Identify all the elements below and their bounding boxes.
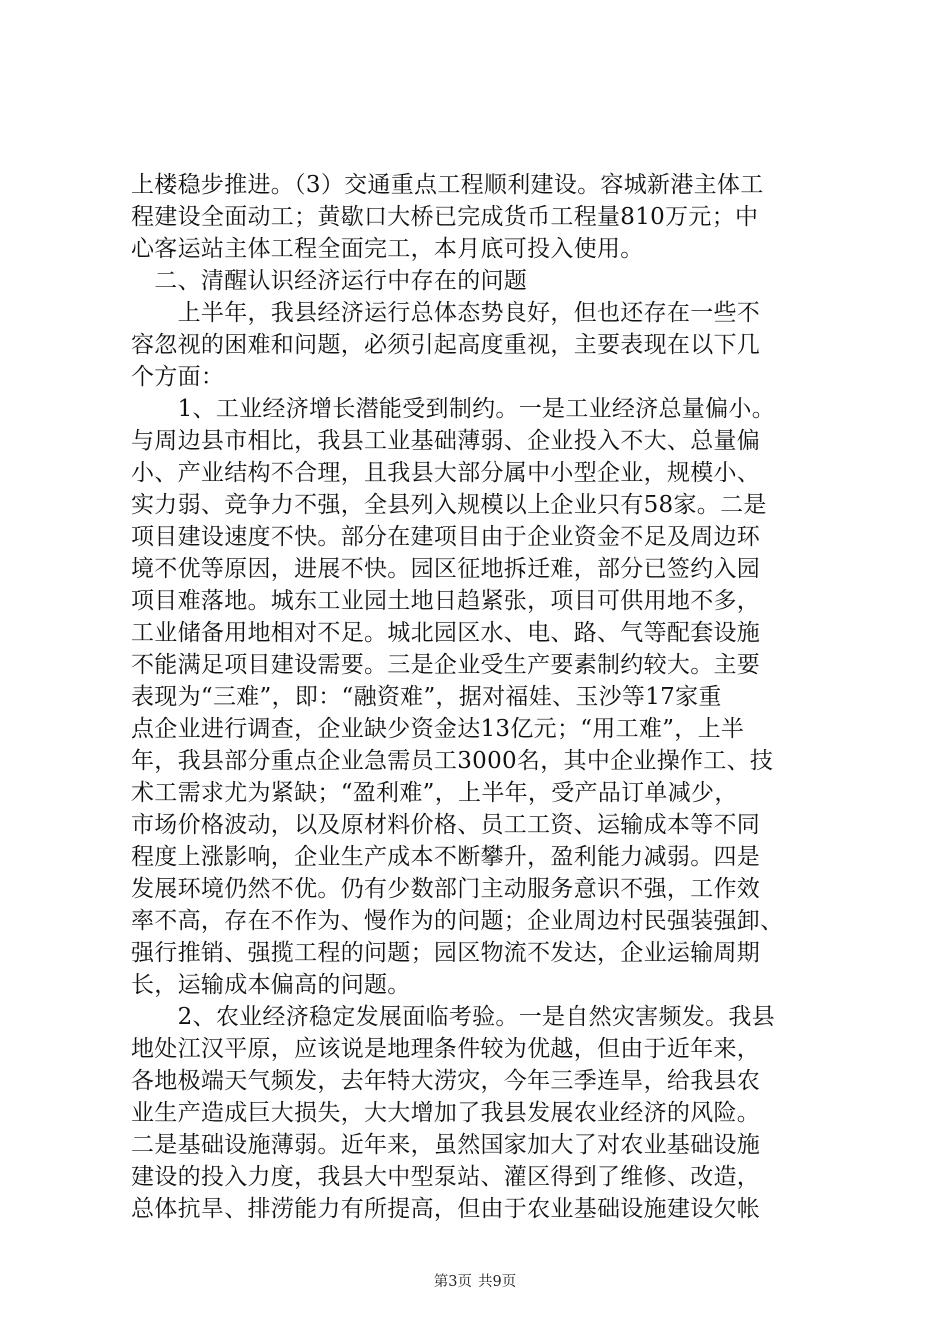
text-line: 业生产造成巨大损失，大大增加了我县发展农业经济的风险。 [131, 1100, 761, 1126]
text-line: 实力弱、竞争力不强，全县列入规模以上企业只有58家。二是 [131, 492, 767, 518]
text-line: 市场价格波动，以及原材料价格、员工工资、运输成本等不同 [131, 812, 761, 838]
page-total: 共9页 [478, 1274, 517, 1290]
page-footer [0, 1272, 950, 1292]
text-line: 建设的投入力度，我县大中型泵站、灌区得到了维修、改造， [131, 1164, 761, 1190]
text-line: 率不高，存在不作为、慢作为的问题；企业周边村民强装强卸、 [131, 908, 784, 934]
text-line: 2、农业经济稳定发展面临考验。一是自然灾害频发。我县 [131, 1004, 776, 1030]
text-line: 容忽视的困难和问题，必须引起高度重视，主要表现在以下几 [131, 332, 761, 358]
text-line: 发展环境仍然不优。仍有少数部门主动服务意识不强，工作效 [131, 876, 761, 902]
text-line: 强行推销、强揽工程的问题；园区物流不发达，企业运输周期 [131, 940, 761, 966]
text-line: 程建设全面动工；黄歇口大桥已完成货币工程量810万元；中 [131, 204, 759, 230]
text-line: 项目建设速度不快。部分在建项目由于企业资金不足及周边环 [131, 524, 761, 550]
body-text [131, 169, 831, 1225]
text-line: 长，运输成本偏高的问题。 [131, 972, 411, 998]
text-line: 术工需求尤为紧缺；“盈利难”，上半年，受产品订单减少， [131, 780, 738, 806]
text-line: 上半年，我县经济运行总体态势良好，但也还存在一些不 [131, 300, 761, 326]
text-line: 程度上涨影响，企业生产成本不断攀升，盈利能力减弱。四是 [131, 844, 761, 870]
text-line: 小、产业结构不合理，且我县大部分属中小型企业，规模小、 [131, 460, 761, 486]
text-line: 各地极端天气频发，去年特大涝灾，今年三季连旱，给我县农 [131, 1068, 761, 1094]
text-line: 个方面： [131, 364, 225, 390]
text-line: 1、工业经济增长潜能受到制约。一是工业经济总量偏小。 [131, 396, 776, 422]
text-line: 二是基础设施薄弱。近年来，虽然国家加大了对农业基础设施 [131, 1132, 761, 1158]
text-line: 总体抗旱、排涝能力有所提高，但由于农业基础设施建设欠帐 [131, 1196, 761, 1222]
text-line: 二、清醒认识经济运行中存在的问题 [131, 268, 528, 294]
text-line: 与周边县市相比，我县工业基础薄弱、企业投入不大、总量偏 [131, 428, 761, 454]
text-line: 表现为“三难”，即：“融资难”，据对福娃、玉沙等17家重 [131, 684, 722, 710]
text-line: 上楼稳步推进。（3）交通重点工程顺利建设。容城新港主体工 [131, 172, 764, 198]
text-line: 点企业进行调查，企业缺少资金达13亿元；“用工难”，上半 [131, 716, 745, 742]
text-line: 年，我县部分重点企业急需员工3000名，其中企业操作工、技 [131, 748, 774, 774]
text-line: 心客运站主体工程全面完工，本月底可投入使用。 [131, 236, 644, 262]
text-line: 工业储备用地相对不足。城北园区水、电、路、气等配套设施 [131, 620, 761, 646]
text-line: 不能满足项目建设需要。三是企业受生产要素制约较大。主要 [131, 652, 761, 678]
text-line: 地处江汉平原，应该说是地理条件较为优越，但由于近年来， [131, 1036, 761, 1062]
text-line: 项目难落地。城东工业园土地日趋紧张，项目可供用地不多， [131, 588, 761, 614]
text-line: 境不优等原因，进展不快。园区征地拆迁难，部分已签约入园 [131, 556, 761, 582]
page-number: 第3页 [433, 1274, 472, 1290]
